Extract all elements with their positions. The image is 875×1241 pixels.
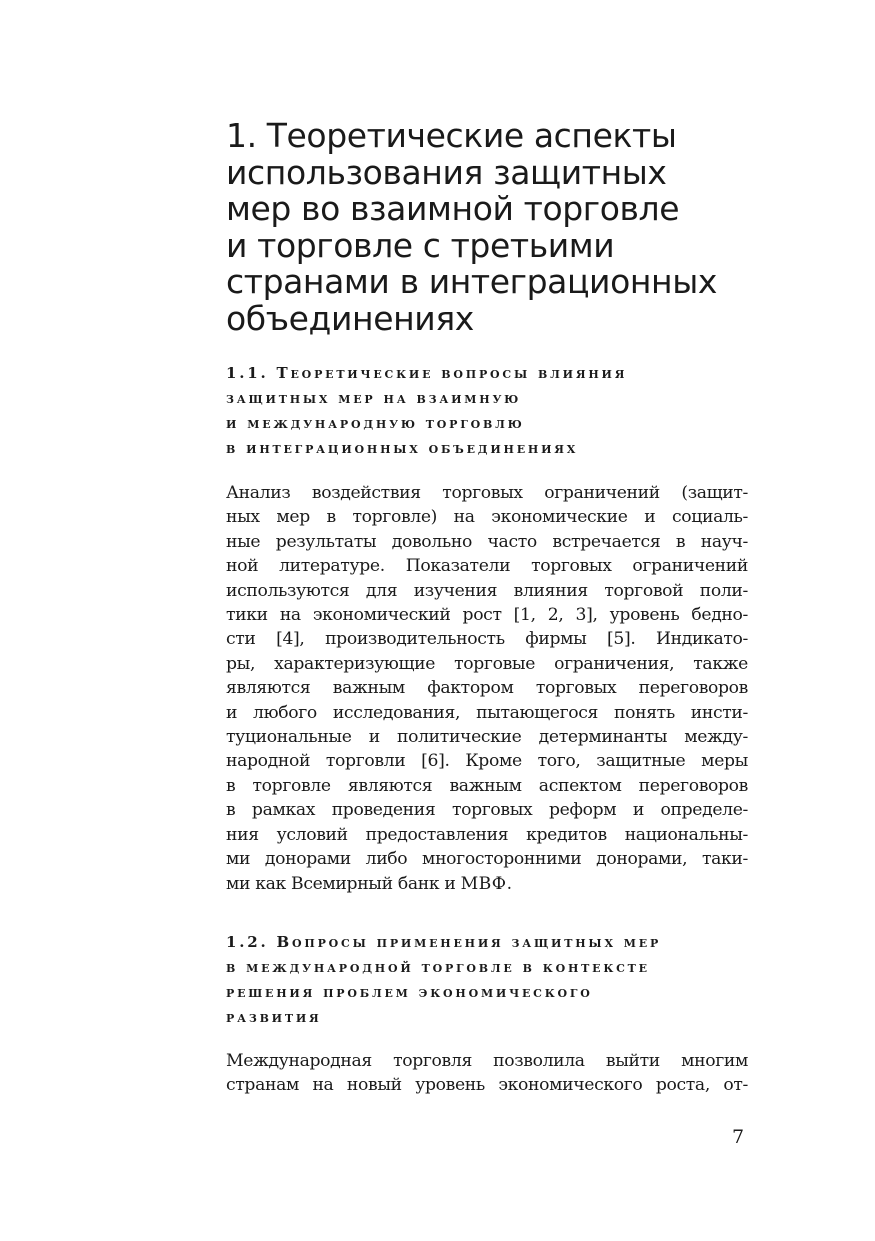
paragraph-text: ми как Всемирный банк и [226,873,461,894]
section-heading-line: решения проблем экономического [226,983,593,1001]
section-1-heading [226,361,627,461]
page-number: 7 [732,1126,745,1148]
section-heading-line: защитных мер на взаимную [226,389,522,407]
chapter-title [226,118,786,337]
paragraph-line: странам на новый уровень экономического роста, от- [226,1075,748,1096]
paragraph-line: народной торговли [6]. Кроме того, защитные меры [226,751,748,772]
paragraph-line: ных мер в торговле) на экономические и социаль- [226,507,748,528]
section-heading-line: развития [226,1008,322,1026]
paragraph-line: ми донорами либо многосторонними донорами, таки- [226,849,748,870]
paragraph-line: туциональные и политические детерминанты между- [226,727,748,748]
chapter-title-line: мер во взаимной торговле [226,189,680,228]
section-heading-line: и международную торговлю [226,414,525,432]
paragraph-line: ры, характеризующие торговые ограничения, также [226,653,748,674]
section-heading-line: в интеграционных объединениях [226,439,579,457]
section-2-paragraph [226,1049,748,1098]
chapter-title-line: 1. Теоретические аспекты [226,116,677,155]
chapter-title-line: и торговле с третьими [226,225,615,265]
paragraph-last-line [226,872,748,896]
paragraph-line: в рамках проведения торговых реформ и определе- [226,800,748,821]
paragraph-line: сти [4], производительность фирмы [5]. Индикато- [226,629,748,650]
paragraph-line: являются важным фактором торговых переговоров [226,678,748,699]
paragraph-line: в торговле являются важным аспектом переговоров [226,775,748,796]
section-heading-line: в международной торговле в контексте [226,958,650,976]
paragraph-text: . [506,873,512,894]
paragraph-line: и любого исследования, пытающегося понять инсти- [226,702,748,723]
chapter-title-line: объединениях [226,298,474,338]
section-heading-line: 1.2. Вопросы применения защитных мер [226,933,662,951]
paragraph-line: используются для изучения влияния торговой поли- [226,580,748,601]
paragraph-line: ния условий предоставления кредитов национальны- [226,824,748,845]
chapter-title-line: странами в интеграционных [226,262,717,301]
paragraph-line: ной литературе. Показатели торговых ограничений [226,556,748,577]
section-2-heading [226,930,661,1030]
paragraph-line: Анализ воздействия торговых ограничений (защит- [226,483,748,503]
chapter-title-line: использования защитных [226,152,667,192]
paragraph-line: Международная торговля позволила выйти многим [226,1051,748,1071]
paragraph-line: ные результаты довольно часто встречается в науч- [226,531,748,552]
abbreviation-imf: МВФ [460,873,507,894]
section-1-paragraph [226,481,748,896]
section-heading-line: 1.1. Теоретические вопросы влияния [226,364,628,382]
paragraph-line: тики на экономический рост [1, 2, 3], уровень бедно- [226,605,748,626]
